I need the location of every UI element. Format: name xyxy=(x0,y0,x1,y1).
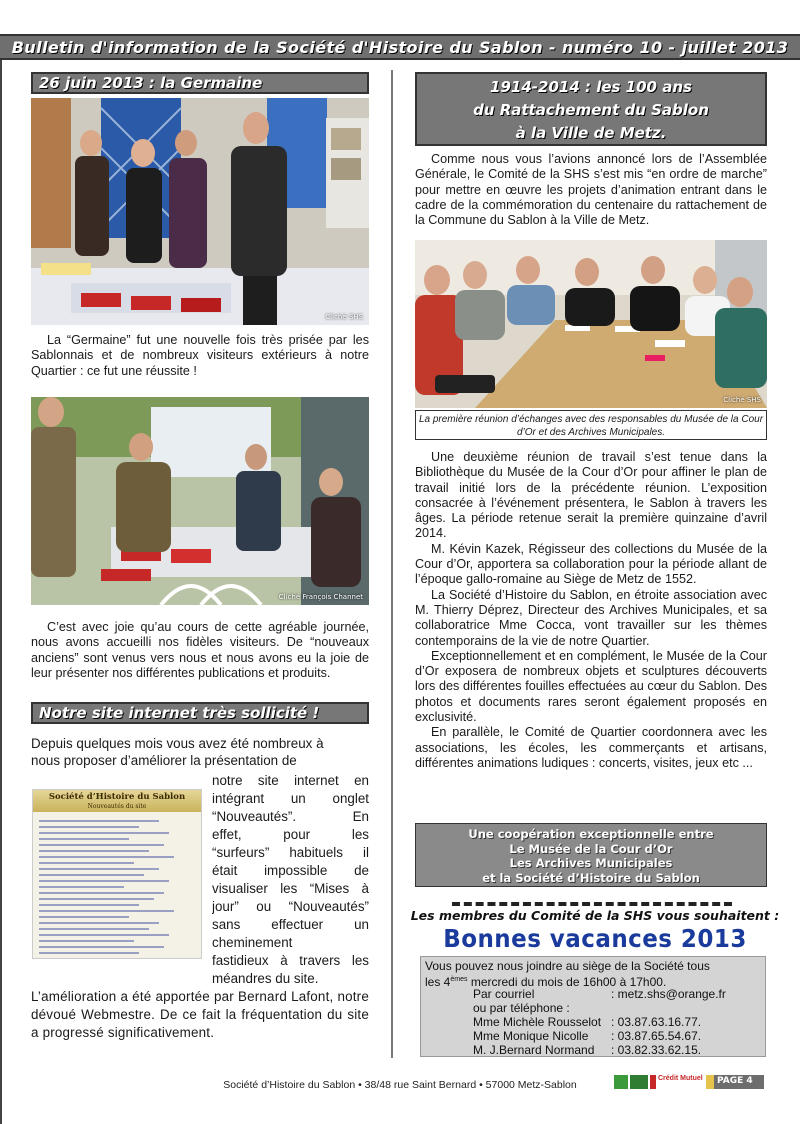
meeting-photo xyxy=(415,240,767,408)
germaine-photo-2 xyxy=(31,397,369,605)
centenaire-paragraph: En parallèle, le Comité de Quartier coordonnera avec les associations, les écoles, les commerçants et artisans, différentes animations ludiques : concerts, visites, jeux etc ... xyxy=(415,725,767,770)
contact-person-phone: : 03.87.63.16.77. xyxy=(611,1015,702,1029)
contact-person-name: M. J.Bernard Normand xyxy=(473,1043,595,1057)
site-side-line: “surfeurs” habituels il xyxy=(212,845,369,860)
site-side-line: intégrant un onglet xyxy=(212,791,369,806)
contact-person-name: Mme Monique Nicolle xyxy=(473,1029,589,1043)
contact-person-name: Mme Michèle Rousselot xyxy=(473,1015,602,1029)
contact-line-2: les 4èmes mercredi du mois de 16h00 à 17h00. xyxy=(425,975,667,989)
cooperation-line: Une coopération exceptionnelle entre xyxy=(468,827,714,841)
site-side-line: sans effectuer un xyxy=(212,917,369,932)
site-side-line: méandres du site. xyxy=(212,971,319,986)
centenaire-paragraph: Exceptionnellement et en complément, le Musée de la Cour d’Or exposera de nombreux objets et sculptures découverts lors des différentes fouilles effectuées au cœur du Sablon. Des photos et documents rares seront également proposés en exclusivité. xyxy=(415,648,767,725)
germaine-paragraph-2: C’est avec joie qu’au cours de cette agréable journée, nous avons accueilli nos fidèles visiteurs. De “nouveaux anciens” sont venus vers nous et nous avons eu la joie de leur présenter nos différentes publications et produits. xyxy=(31,620,369,680)
site-internet-heading: Notre site internet très sollicité ! xyxy=(31,702,369,724)
contact-phone-label: ou par téléphone : xyxy=(473,1001,570,1015)
site-side-text xyxy=(212,772,369,988)
cooperation-line: Le Musée de la Cour d’Or xyxy=(509,841,673,856)
decorative-dashes xyxy=(452,902,732,906)
cooperation-box xyxy=(415,823,767,887)
footer-logos xyxy=(614,1073,764,1091)
photo-credit: Cliché SHS xyxy=(325,313,363,321)
page-number: PAGE 4 xyxy=(717,1076,753,1086)
contact-box xyxy=(420,956,766,1057)
germaine-photo-1-image xyxy=(31,98,369,325)
site-bottom-paragraph: L’amélioration a été apportée par Bernard Lafont, notre dévoué Webmestre. De ce fait la fréquentation du site a progressé significativement. xyxy=(31,989,369,1040)
cooperation-line: Les Archives Municipales xyxy=(509,856,673,870)
page-left-border xyxy=(0,34,2,1124)
centenaire-paragraph: Une deuxième réunion de travail s’est tenue dans la Bibliothèque du Musée de la Cour d’Or pour affiner le plan de travail initié lors de la précédente réunion. L’exposition consacrée à l’événement présentera, le Sablon à travers les âges. La période retenue serait la première quinzaine d’avril 2014. xyxy=(415,450,767,541)
contact-person-phone: : 03.87.65.54.67. xyxy=(611,1029,702,1043)
photo-credit: Cliché François Channet xyxy=(278,593,363,601)
column-divider xyxy=(391,70,393,1058)
cooperation-line: et la Société d’Histoire du Sablon xyxy=(482,870,700,885)
site-side-line: était impossible de xyxy=(212,863,369,878)
cooperation-lines xyxy=(416,827,766,885)
contact-line-1: Vous pouvez nous joindre au siège de la Société tous xyxy=(425,959,710,973)
centenaire-paragraph: La Société d’Histoire du Sablon, en étroite association avec M. Thierry Déprez, Directeur des Archives Municipales, et sa collaboratrice Mme Cocca, vont travailler sur les thèmes contemporains de la vie de notre Quartier. xyxy=(415,587,767,648)
germaine-photo-1 xyxy=(31,98,369,325)
centenaire-body xyxy=(415,450,767,771)
site-side-line: jour” ou “Nouveautés” xyxy=(212,899,369,914)
meeting-photo-caption: La première réunion d’échanges avec des responsables du Musée de la Cour d’Or et des Archives Municipales. xyxy=(415,410,767,440)
vacances-members-line: Les membres du Comité de la SHS vous souhaitent : xyxy=(410,908,780,923)
centenaire-title-box: 1914-2014 : les 100 ans du Rattachement du Sablon à la Ville de Metz. xyxy=(415,72,767,146)
site-side-line: notre site internet en xyxy=(212,773,369,788)
centenaire-paragraph: M. Kévin Kazek, Régisseur des collections du Musée de la Cour d’Or, apportera sa collaboration pour la période allant de l’époque gallo-romaine au Siège de Metz de 1552. xyxy=(415,541,767,587)
contact-mail-label: Par courriel xyxy=(473,987,535,1001)
photo-credit: Cliché SHS xyxy=(723,396,761,404)
meeting-photo-image xyxy=(415,240,767,408)
site-intro-line-2: nous proposer d’améliorer la présentation de xyxy=(31,753,297,768)
site-side-line: effet, pour les xyxy=(212,827,369,842)
bulletin-header-bar xyxy=(0,34,800,60)
bulletin-title: Bulletin d'information de la Société d'Histoire du Sablon - numéro 10 - juillet 2013 xyxy=(11,38,789,57)
website-screenshot xyxy=(32,789,202,959)
bank-logo: Crédit Mutuel xyxy=(658,1075,703,1082)
footer-address: Société d’Histoire du Sablon • 38/48 rue Saint Bernard • 57000 Metz-Sablon xyxy=(223,1079,577,1091)
contact-person-phone: : 03.82.33.62.15. xyxy=(611,1043,702,1057)
bonnes-vacances-title: Bonnes vacances 2013 xyxy=(443,924,747,953)
site-intro-line-1: Depuis quelques mois vous avez été nombreux à xyxy=(31,736,324,751)
website-screenshot-header: Société d’Histoire du Sablon Nouveautés du site xyxy=(33,790,201,812)
germaine-photo-2-image xyxy=(31,397,369,605)
site-side-line: cheminement xyxy=(212,935,293,950)
germaine-paragraph-1: La “Germaine” fut une nouvelle fois très prisée par les Sablonnais et de nombreux visiteurs extérieurs à notre Quartier : ce fut une réussite ! xyxy=(31,333,369,378)
site-side-line: visualiser les “Mises à xyxy=(212,881,369,896)
contact-mail-value[interactable]: : metz.shs@orange.fr xyxy=(611,987,726,1001)
centenaire-intro: Comme nous vous l’avions annoncé lors de l’Assemblée Générale, le Comité de la SHS s’est mis “en ordre de marche” pour mettre en œuvre les projets d’animation entrant dans le cadre de la commémoration du centenaire du rattachement de la Commune du Sablon à la Ville de Metz. xyxy=(415,152,767,228)
site-side-line: “Nouveautés”. En xyxy=(212,809,369,824)
site-side-line: fastidieux à travers les xyxy=(212,953,369,968)
germaine-heading: 26 juin 2013 : la Germaine xyxy=(31,72,369,94)
